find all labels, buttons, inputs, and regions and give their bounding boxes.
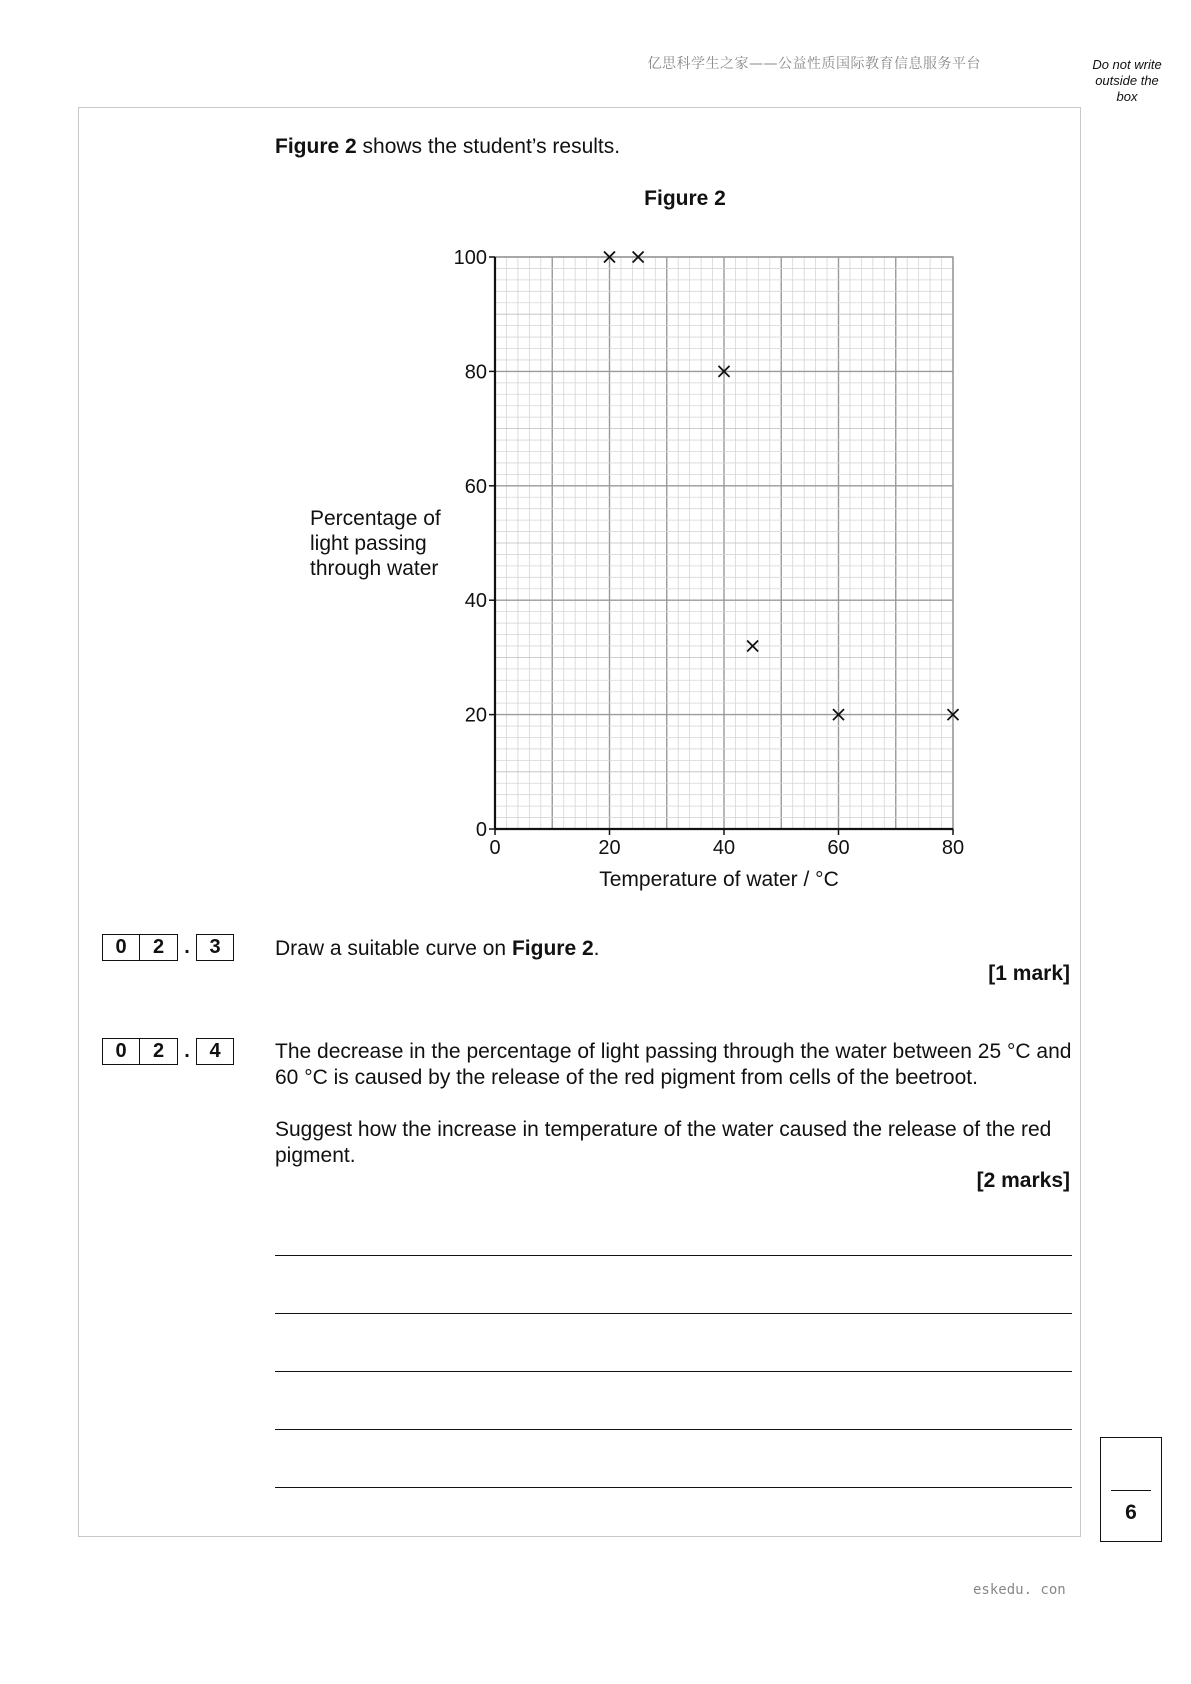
x-tick-label: 40 [712, 837, 736, 859]
question-number-dot: . [184, 936, 190, 958]
question-number-digit: 2 [140, 934, 178, 961]
intro-figure-ref: Figure 2 [275, 135, 357, 158]
y-tick-label: 20 [464, 704, 487, 727]
question-number-02-4 [102, 1038, 234, 1065]
x-tick-label: 20 [598, 837, 621, 859]
chart-axis-labels [310, 507, 839, 891]
y-tick-label: 80 [464, 361, 487, 384]
y-tick-label: 100 [453, 247, 487, 269]
question-number-dot: . [184, 1040, 190, 1062]
question-02-3-text [275, 936, 1075, 962]
site-header-text: 亿思科学生之家——公益性质国际教育信息服务平台 [647, 56, 981, 72]
answer-line[interactable] [275, 1371, 1072, 1372]
margin-note-line: outside the [1095, 73, 1159, 88]
page-score-box [1100, 1437, 1162, 1542]
question-number-02-3 [102, 934, 234, 961]
graph-paper-grid [495, 257, 953, 829]
question-number-digit: 0 [102, 934, 140, 961]
question-number-digit: 0 [102, 1038, 140, 1065]
score-box-line [1111, 1490, 1151, 1491]
chart-axes [489, 257, 953, 835]
x-tick-label: 80 [941, 837, 965, 859]
y-axis-label-line: through water [310, 557, 439, 580]
answer-line[interactable] [275, 1313, 1072, 1314]
chart-tick-labels [454, 247, 965, 859]
y-axis-label-line: Percentage of [310, 507, 441, 530]
y-tick-label: 60 [464, 475, 487, 498]
footer-watermark: eskedu. con [973, 1582, 1066, 1598]
y-tick-label: 0 [475, 819, 487, 841]
x-tick-label: 0 [489, 837, 501, 859]
answer-line[interactable] [275, 1487, 1072, 1488]
q23-text-after: . [593, 937, 600, 960]
intro-rest: shows the student’s results. [356, 135, 621, 158]
figure-title: Figure 2 [644, 187, 726, 210]
x-axis-label: Temperature of water / °C [599, 868, 839, 891]
page-score-total: 6 [1125, 1501, 1137, 1524]
question-02-4-para2: Suggest how the increase in temperature of the water caused the release of the red pigment. [275, 1118, 1052, 1167]
question-02-4-para1: The decrease in the percentage of light passing through the water between 25 °C and 60 °C is caused by the release of the red pigment from cells of the beetroot. [275, 1040, 1072, 1089]
answer-line[interactable] [275, 1429, 1072, 1430]
q23-text-before: Draw a suitable curve on [275, 937, 512, 960]
question-number-digit: 2 [140, 1038, 178, 1065]
margin-note-line: box [1116, 89, 1138, 104]
y-tick-label: 40 [464, 590, 487, 613]
q23-text-bold: Figure 2 [511, 937, 594, 960]
x-tick-label: 60 [827, 837, 850, 859]
question-number-digit: 3 [196, 934, 234, 961]
question-02-4-marks: [2 marks] [976, 1169, 1070, 1192]
answer-line[interactable] [275, 1255, 1072, 1256]
margin-note-line: Do not write [1092, 57, 1162, 72]
y-axis-label-line: light passing [310, 532, 427, 555]
question-02-3-marks: [1 mark] [988, 962, 1070, 985]
question-number-digit: 4 [196, 1038, 234, 1065]
